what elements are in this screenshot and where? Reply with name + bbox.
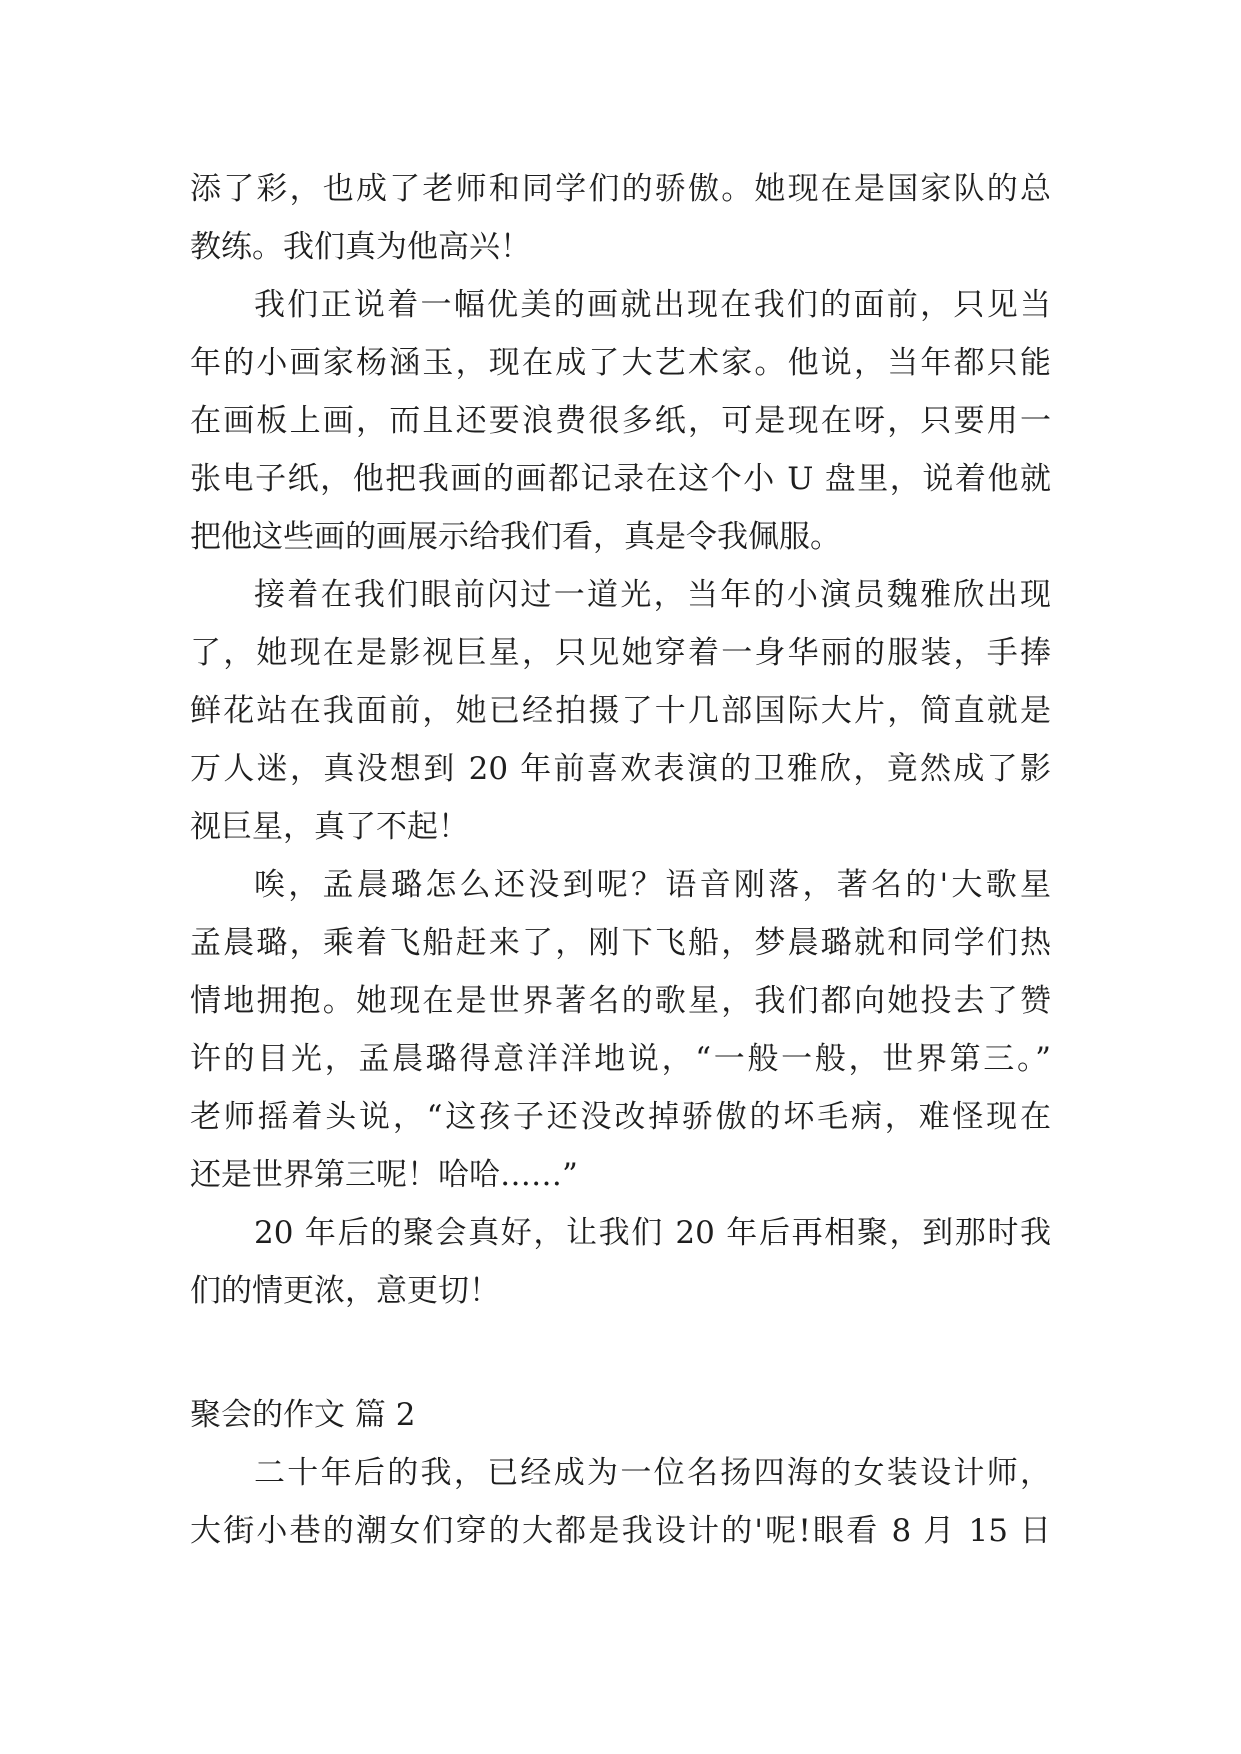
- text-line: 在画板上画，而且还要浪费很多纸，可是现在呀，只要用一: [190, 403, 1051, 439]
- paragraph-4: [190, 856, 1051, 1204]
- section-2-paragraph: [190, 1444, 1051, 1560]
- text-line: 还是世界第三呢！哈哈……”: [190, 1157, 578, 1193]
- text-line: 视巨星，真了不起！: [190, 809, 469, 845]
- text-line: 年的小画家杨涵玉，现在成了大艺术家。他说，当年都只能: [190, 345, 1051, 381]
- paragraph-3: [190, 566, 1051, 856]
- text-line: 孟晨璐，乘着飞船赶来了，刚下飞船，梦晨璐就和同学们热: [190, 925, 1051, 961]
- paragraph-5: [190, 1204, 1051, 1320]
- text-line: 接着在我们眼前闪过一道光，当年的小演员魏雅欣出现: [254, 577, 1051, 613]
- paragraph-1: [190, 160, 1051, 276]
- text-line: 20 年后的聚会真好，让我们 20 年后再相聚，到那时我: [254, 1215, 1051, 1251]
- paragraph-2: [190, 276, 1051, 566]
- text-line: 了，她现在是影视巨星，只见她穿着一身华丽的服装，手捧: [190, 635, 1051, 671]
- text-line: 大街小巷的潮女们穿的大都是我设计的'呢!眼看 8 月 15 日: [190, 1513, 1052, 1549]
- text-line: 许的目光，孟晨璐得意洋洋地说，“一般一般，世界第三。”: [190, 1041, 1051, 1077]
- text-line: 鲜花站在我面前，她已经拍摄了十几部国际大片，简直就是: [190, 693, 1051, 729]
- text-line: 教练。我们真为他高兴！: [190, 229, 531, 265]
- text-line: 们的情更浓，意更切！: [190, 1273, 500, 1309]
- document-body: [190, 160, 1051, 1560]
- text-line: 情地拥抱。她现在是世界著名的歌星，我们都向她投去了赞: [190, 983, 1051, 1019]
- text-line: 张电子纸，他把我画的画都记录在这个小 U 盘里，说着他就: [190, 461, 1051, 497]
- text-line: 添了彩，也成了老师和同学们的骄傲。她现在是国家队的总: [190, 171, 1051, 207]
- text-line: 二十年后的我，已经成为一位名扬四海的女装设计师，: [254, 1455, 1051, 1491]
- text-line: 我们正说着一幅优美的画就出现在我们的面前，只见当: [254, 287, 1051, 323]
- text-line: 老师摇着头说，“这孩子还没改掉骄傲的坏毛病，难怪现在: [190, 1099, 1051, 1135]
- section-heading: 聚会的作文 篇 2: [190, 1397, 416, 1433]
- text-line: 把他这些画的画展示给我们看，真是令我佩服。: [190, 519, 841, 555]
- text-line: 万人迷，真没想到 20 年前喜欢表演的卫雅欣，竟然成了影: [190, 751, 1051, 787]
- text-line: 唉，孟晨璐怎么还没到呢？语音刚落，著名的'大歌星: [254, 867, 1051, 903]
- section-spacer: [190, 1320, 1051, 1386]
